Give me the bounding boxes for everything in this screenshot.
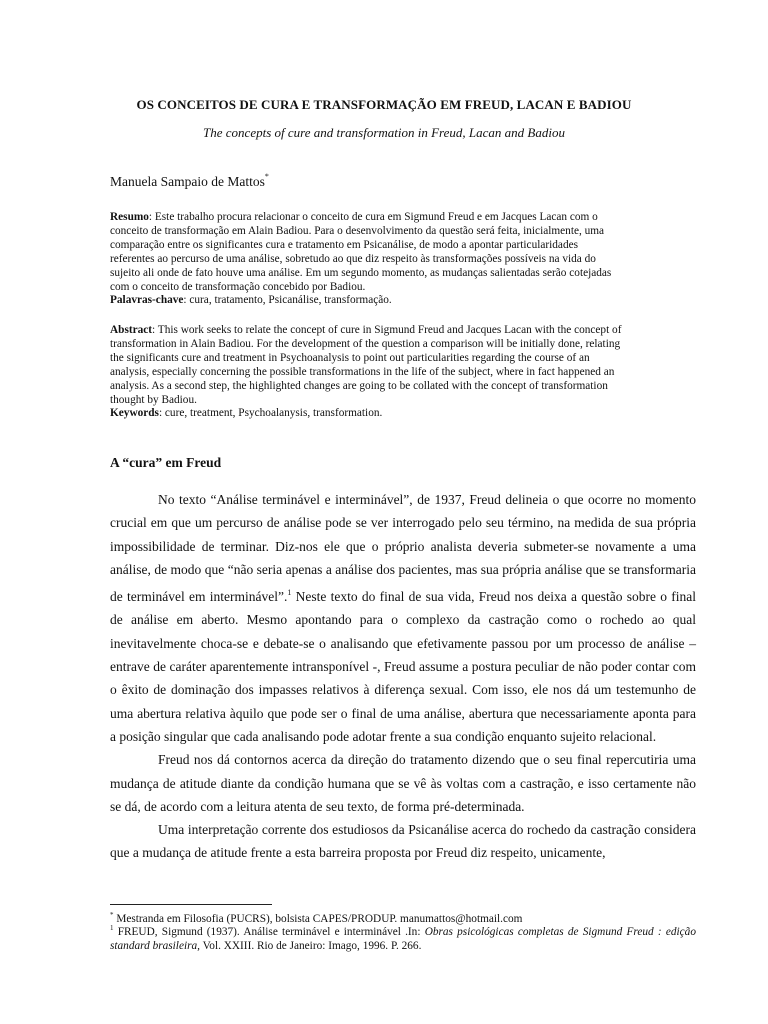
palavras-chave-label: Palavras-chave [110,294,184,307]
abstract-line: Abstract: This work seeks to relate the concept of cure in Sigmund Freud and Jacques Lacan with the concept of [110,324,622,336]
paper-subtitle: The concepts of cure and transformation in Freud, Lacan and Badiou [203,125,565,140]
keywords-label: Keywords [110,407,159,420]
footnote-mark: 1 [110,924,114,932]
body-text [110,488,696,865]
resumo-line: sujeito ali onde de fato houve uma análise. Em um segundo momento, as mudanças salientadas serão cotejadas [110,266,612,279]
resumo-line: com o conceito de transformação concebido por Badiou. [110,280,366,293]
abstract-line: the significants cure and treatment in Psychoanalysis to point out particularities regarding the course of an [110,351,590,364]
abstract-line: thought by Badiou. [110,393,197,406]
abstract-line: analysis, especially concerning the possible transformations in the life of the subject, where in fact happened an [110,365,615,378]
paragraph: Uma interpretação corrente dos estudiosos da Psicanálise acerca do rochedo da castração considera que a mudança de atitude frente a esta barreira proposta por Freud diz respeito, unicamente, [110,822,696,861]
section-heading: A “cura” em Freud [110,455,222,470]
resumo-line: comparação entre os significantes cura e tratamento em Psicanálise, de modo a apontar particularidades [110,238,578,251]
palavras-chave-line: Palavras-chave: cura, tratamento, Psicanálise, transformação. [110,294,392,307]
author-name: Manuela Sampaio de Mattos [110,174,265,189]
resumo-line: Resumo: Este trabalho procura relacionar o conceito de cura em Sigmund Freud e em Jacques Lacan com o [110,211,598,223]
abstract-label: Abstract [110,324,153,336]
author-footnote-mark: * [264,172,269,181]
footnote-ref: 1 [287,588,292,598]
paper-title: OS CONCEITOS DE CURA E TRANSFORMAÇÃO EM FREUD, LACAN E BADIOU [136,97,632,112]
abstract-block [110,324,696,421]
keywords-line: Keywords: cure, treatment, Psychoalanysis, transformation. [110,407,383,420]
abstract-line: analysis. As a second step, the highlighted changes are going to be collated with the concept of transformation [110,379,608,392]
footnote: $^1$ FREUD, Sigmund (1937). Análise terminável e interminável .In: Obras psicológicas completas de Sigmund Freud : edição standard brasileira, Vol. XXIII. Rio de Janeiro: Imago, 1996. P. 266. [110,924,696,952]
paragraph: Freud nos dá contornos acerca da direção do tratamento dizendo que o seu final repercutiria uma mudança de atitude diante da condição humana que se vê às voltas com a castração, e isso certamente não se dá, de acordo com a leitura atenta de seu texto, de forma pré-determinada. [110,752,696,814]
resumo-label: Resumo [110,211,149,223]
author-line [110,172,269,190]
footnote-separator [110,904,272,905]
paragraph: No texto “Análise terminável e interminável”, de 1937, Freud delineia o que ocorre no momento crucial em que um percurso de análise pode se ver interrogado pelo seu término, na medida de sua própria impossibilidade de terminar. Diz-nos ele que o próprio analista deveria submeter-se novamente a uma análise, de modo que “não seria apenas a análise dos pacientes, mas sua própria análise que se transformaria de terminável em interminável”.$^1$ Neste texto do final de sua vida, Freud nos deixa a questão sobre o final de análise em aberto. Mesmo apontando para o complexo da castração como o rochedo ao qual inevitavelmente choca-se e debate-se o analisando que efetivamente passou por um processo de análise – entrave de caráter aparentemente intransponível -, Freud assume a postura peculiar de não poder contar com o êxito de dominação dos impasses relativos à diferença sexual. Com isso, ele nos dá um testemunho de uma abertura relativa àquilo que pode ser o final de uma análise, abertura que necessariamente aponta para a posição singular que cada analisando pode adotar frente a sua condição enquanto sujeito relacional. [110,492,696,744]
footnote: * Mestranda em Filosofia (PUCRS), bolsista CAPES/PRODUP. manumattos@hotmail.com [110,911,523,925]
footnote-mark: * [110,911,114,919]
resumo-block [110,211,696,308]
resumo-line: referentes ao percurso de uma análise, sobretudo ao que diz respeito às transformações possíveis na vida do [110,252,596,265]
abstract-line: transformation in Alain Badiou. For the development of the question a comparison will be initially done, relating [110,337,621,350]
resumo-line: conceito de transformação em Alain Badiou. Para o desenvolvimento da questão será feita, inicialmente, uma [110,224,605,237]
